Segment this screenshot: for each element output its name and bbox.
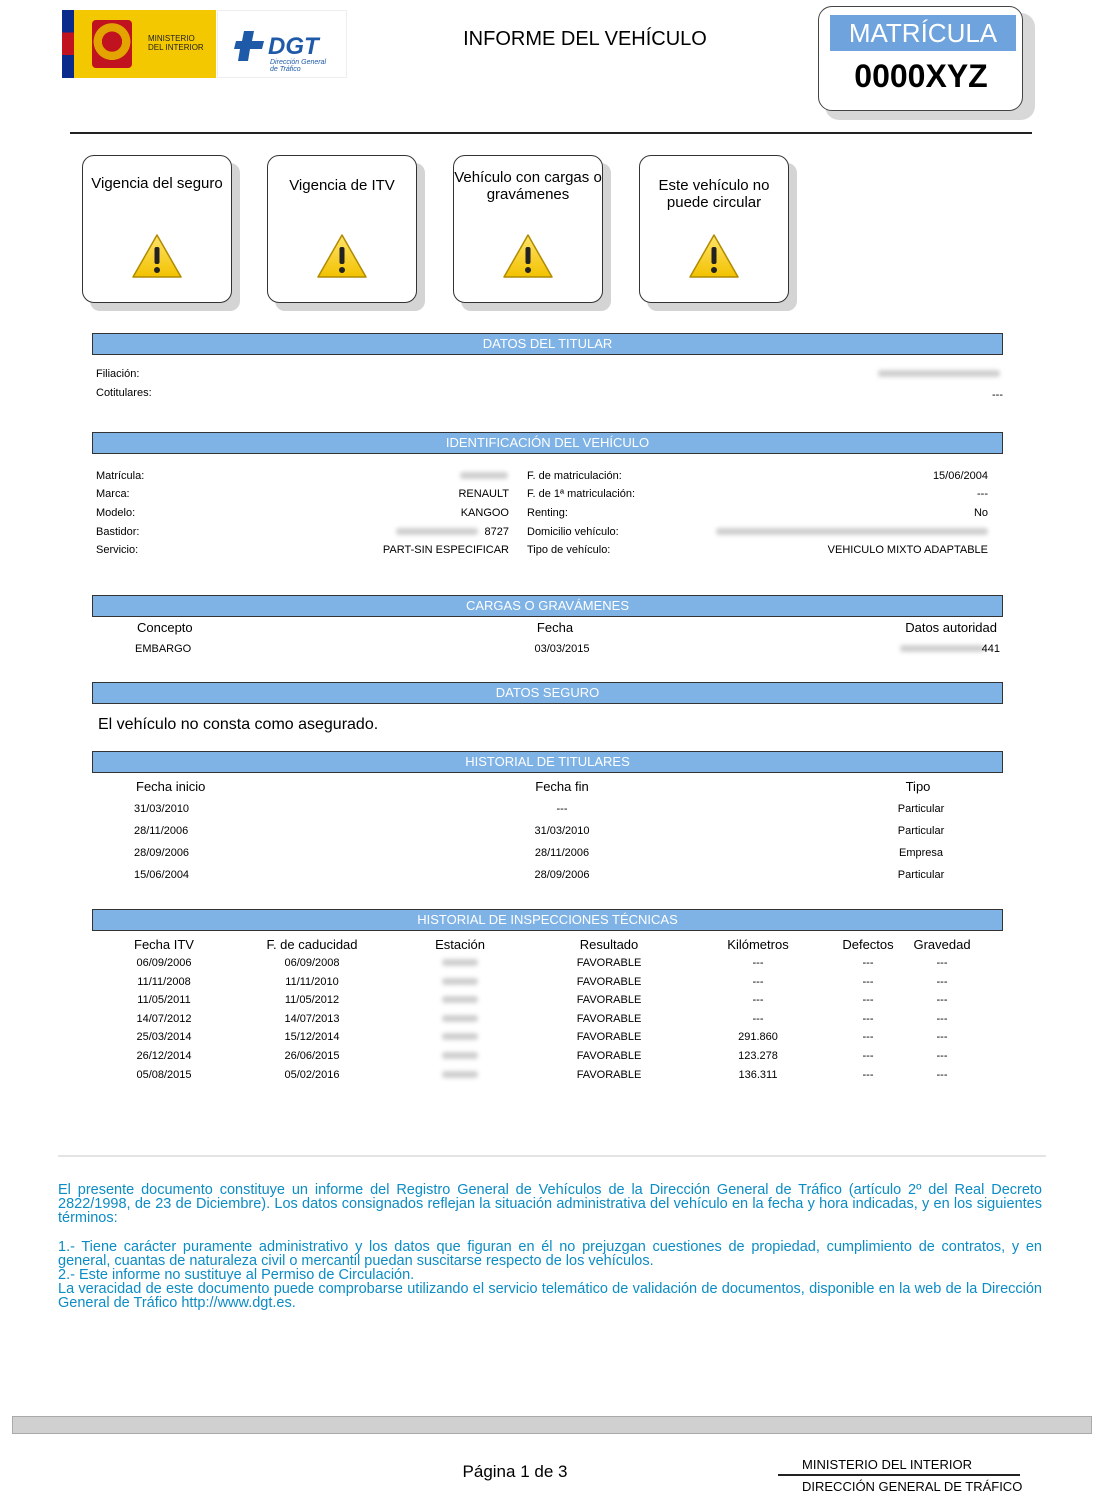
spain-flag-stripe — [62, 10, 74, 78]
estacion-redacted — [442, 978, 478, 985]
status-card-label: Vigencia del seguro — [91, 175, 223, 192]
inspecciones-cell: --- — [862, 1069, 874, 1081]
titulares-cell-inicio: 28/09/2006 — [134, 847, 190, 859]
inspecciones-cell: 06/09/2006 — [136, 957, 192, 969]
inspecciones-cell: --- — [936, 1069, 948, 1081]
inspecciones-cell: 11/05/2012 — [284, 994, 340, 1006]
logo-dgt — [217, 10, 347, 78]
status-card-label: Vigencia de ITV — [289, 177, 395, 194]
inspecciones-cell: 11/11/2010 — [285, 976, 339, 988]
footer-direccion: DIRECCIÓN GENERAL DE TRÁFICO — [802, 1479, 1023, 1494]
inspecciones-cell: 05/08/2015 — [136, 1069, 192, 1081]
titulares-cell-inicio: 15/06/2004 — [134, 869, 190, 881]
inspecciones-cell: 15/12/2014 — [284, 1031, 340, 1043]
cargas-cell-autoridad: 441 — [981, 643, 1000, 655]
ident-right-label: Domicilio vehículo: — [527, 526, 619, 538]
plate-value: 0000XYZ — [854, 58, 988, 94]
inspecciones-cell: --- — [936, 1050, 948, 1062]
inspecciones-cell: 26/06/2015 — [284, 1050, 340, 1062]
page-number: Página 1 de 3 — [462, 1462, 568, 1481]
inspecciones-cell: 06/09/2008 — [284, 957, 340, 969]
titulares-cell-tipo: Particular — [897, 803, 945, 815]
cargas-cell-fecha: 03/03/2015 — [534, 643, 590, 655]
titulares-cell-inicio: 28/11/2006 — [134, 825, 189, 837]
ident-right-label: Tipo de vehículo: — [527, 544, 611, 556]
legal-paragraph-3: 2.- Este informe no sustituye al Permiso de Circulación. — [58, 1267, 415, 1283]
inspecciones-cell: FAVORABLE — [576, 1013, 642, 1025]
legal-paragraph-2: 1.- Tiene carácter puramente administrativo y los datos que figuran en él no prejuzgan cuestiones de propiedad, cumplimiento de contratos, y en general, cuantas de naturaleza civil o mercantil puedan suscitarse respecto de los vehículos. — [58, 1239, 1042, 1269]
inspecciones-cell: --- — [752, 976, 764, 988]
ident-right-label: F. de matriculación: — [527, 470, 622, 482]
cargas-header-fecha: Fecha — [536, 620, 574, 635]
estacion-redacted — [442, 1015, 478, 1022]
inspecciones-cell: --- — [862, 994, 874, 1006]
inspecciones-header: Defectos — [842, 937, 894, 952]
logo-ministerio — [62, 10, 216, 78]
inspecciones-header: F. de caducidad — [266, 937, 358, 952]
ident-left-value: 8727 — [484, 526, 509, 538]
status-card-label: Vehículo con cargas o gravámenes — [454, 169, 602, 203]
inspecciones-header: Kilómetros — [727, 937, 789, 952]
estacion-redacted — [442, 959, 478, 966]
inspecciones-cell: --- — [752, 1013, 764, 1025]
inspecciones-cell: --- — [862, 1050, 874, 1062]
inspecciones-cell: 26/12/2014 — [136, 1050, 192, 1062]
legal-paragraph-1: El presente documento constituye un informe del Registro General de Vehículos de la Dirección General de Tráfico (artículo 2º del Real Decreto 2822/1998, de 23 de Diciembre). Los datos consignados reflejan la situación administrativa del vehículo en la fecha y hora indicadas, y en los siguientes términos: — [58, 1182, 1042, 1226]
ident-left-value: RENAULT — [458, 488, 509, 500]
ident-left-label: Bastidor: — [96, 526, 140, 538]
inspecciones-cell: 25/03/2014 — [136, 1031, 192, 1043]
titulares-cell-fin: --- — [556, 803, 568, 815]
footer-rule — [778, 1474, 1020, 1476]
inspecciones-cell: --- — [936, 957, 948, 969]
inspecciones-cell: 11/05/2011 — [137, 994, 191, 1006]
page-title: INFORME DEL VEHÍCULO — [463, 28, 707, 50]
ident-right-value: --- — [977, 488, 988, 500]
inspecciones-cell: --- — [862, 1031, 874, 1043]
filiacion-label: Filiación: — [96, 368, 140, 380]
header-divider — [70, 132, 1032, 134]
section-seguro: DATOS SEGURO — [92, 682, 1003, 704]
matricula-redacted — [460, 472, 508, 479]
inspecciones-cell: 123.278 — [738, 1050, 778, 1062]
inspecciones-cell: --- — [936, 994, 948, 1006]
estacion-redacted — [442, 1052, 478, 1059]
ident-right-label: F. de 1ª matriculación: — [527, 488, 636, 500]
ident-right-label: Renting: — [527, 507, 568, 519]
ident-left-label: Marca: — [96, 488, 130, 500]
inspecciones-header: Resultado — [579, 937, 639, 952]
cargas-header-autoridad: Datos autoridad — [905, 620, 997, 635]
inspecciones-cell: 05/02/2016 — [284, 1069, 340, 1081]
warning-icon — [688, 233, 740, 279]
cotitulares-label: Cotitulares: — [96, 387, 152, 399]
ident-right-value: VEHICULO MIXTO ADAPTABLE — [827, 544, 988, 556]
inspecciones-cell: FAVORABLE — [576, 1050, 642, 1062]
legal-divider — [58, 1155, 1046, 1157]
inspecciones-cell: --- — [936, 1013, 948, 1025]
ident-left-label: Modelo: — [96, 507, 136, 519]
warning-icon — [502, 233, 554, 279]
ident-left-value: PART-SIN ESPECIFICAR — [382, 544, 509, 556]
section-cargas: CARGAS O GRAVÁMENES — [92, 595, 1003, 617]
bastidor-redacted — [396, 528, 478, 535]
cargas-autoridad-redacted — [900, 645, 984, 652]
inspecciones-cell: --- — [936, 976, 948, 988]
inspecciones-cell: 14/07/2012 — [136, 1013, 192, 1025]
inspecciones-header: Estación — [435, 937, 485, 952]
inspecciones-cell: FAVORABLE — [576, 976, 642, 988]
inspecciones-cell: 136.311 — [738, 1069, 778, 1081]
titulares-cell-tipo: Particular — [897, 825, 945, 837]
estacion-redacted — [442, 1071, 478, 1078]
logo-ministerio-text: MINISTERIO DEL INTERIOR — [148, 34, 204, 52]
ident-left-label: Matrícula: — [96, 470, 145, 482]
dgt-cross-icon — [232, 29, 266, 63]
warning-icon — [131, 233, 183, 279]
inspecciones-cell: FAVORABLE — [576, 1031, 642, 1043]
inspecciones-cell: 291.860 — [738, 1031, 778, 1043]
titulares-header-fin: Fecha fin — [535, 779, 589, 794]
legal-paragraph-4: La veracidad de este documento puede comprobarse utilizando el servicio telemático de validación de documentos, disponible en la web de la Dirección General de Tráfico http://www.dgt.es. — [58, 1281, 1042, 1311]
section-historial-titulares: HISTORIAL DE TITULARES — [92, 751, 1003, 773]
inspecciones-cell: 14/07/2013 — [284, 1013, 340, 1025]
inspecciones-cell: --- — [936, 1031, 948, 1043]
inspecciones-cell: --- — [862, 957, 874, 969]
inspecciones-header: Gravedad — [913, 937, 971, 952]
logo-dgt-subtext: Dirección General de Tráfico — [270, 59, 327, 73]
titulares-header-inicio: Fecha inicio — [136, 779, 206, 794]
ident-right-value: No — [973, 507, 988, 519]
inspecciones-cell: --- — [862, 1013, 874, 1025]
logo-dgt-text: DGT — [268, 33, 319, 60]
inspecciones-cell: FAVORABLE — [576, 1069, 642, 1081]
plate-label: MATRÍCULA — [830, 15, 1016, 51]
estacion-redacted — [442, 1033, 478, 1040]
titulares-cell-fin: 28/11/2006 — [534, 847, 590, 859]
inspecciones-cell: --- — [752, 994, 764, 1006]
section-identificacion: IDENTIFICACIÓN DEL VEHÍCULO — [92, 432, 1003, 454]
titulares-cell-tipo: Empresa — [898, 847, 944, 859]
titulares-cell-inicio: 31/03/2010 — [134, 803, 190, 815]
section-inspecciones: HISTORIAL DE INSPECCIONES TÉCNICAS — [92, 909, 1003, 931]
footer-gray-bar — [12, 1416, 1092, 1434]
cotitulares-value: --- — [992, 389, 1003, 401]
seguro-message: El vehículo no consta como asegurado. — [98, 716, 379, 733]
titulares-cell-fin: 31/03/2010 — [534, 825, 590, 837]
domicilio-redacted — [716, 528, 988, 535]
inspecciones-cell: --- — [752, 957, 764, 969]
inspecciones-cell: FAVORABLE — [576, 994, 642, 1006]
status-card-label: Este vehículo no puede circular — [658, 177, 770, 211]
cargas-cell-concepto: EMBARGO — [135, 643, 192, 655]
ident-left-label: Servicio: — [96, 544, 139, 556]
footer-ministerio: MINISTERIO DEL INTERIOR — [802, 1457, 972, 1472]
warning-icon — [316, 233, 368, 279]
coat-of-arms-icon — [92, 20, 132, 68]
estacion-redacted — [442, 996, 478, 1003]
section-titular: DATOS DEL TITULAR — [92, 333, 1003, 355]
filiacion-value-redacted — [878, 370, 1000, 377]
titulares-cell-fin: 28/09/2006 — [534, 869, 590, 881]
inspecciones-cell: --- — [862, 976, 874, 988]
inspecciones-cell: FAVORABLE — [576, 957, 642, 969]
cargas-header-concepto: Concepto — [137, 620, 193, 635]
ident-right-value: 15/06/2004 — [932, 470, 988, 482]
titulares-header-tipo: Tipo — [905, 779, 931, 794]
inspecciones-cell: 11/11/2008 — [137, 976, 191, 988]
inspecciones-header: Fecha ITV — [134, 937, 194, 952]
ident-left-value: KANGOO — [460, 507, 509, 519]
titulares-cell-tipo: Particular — [897, 869, 945, 881]
